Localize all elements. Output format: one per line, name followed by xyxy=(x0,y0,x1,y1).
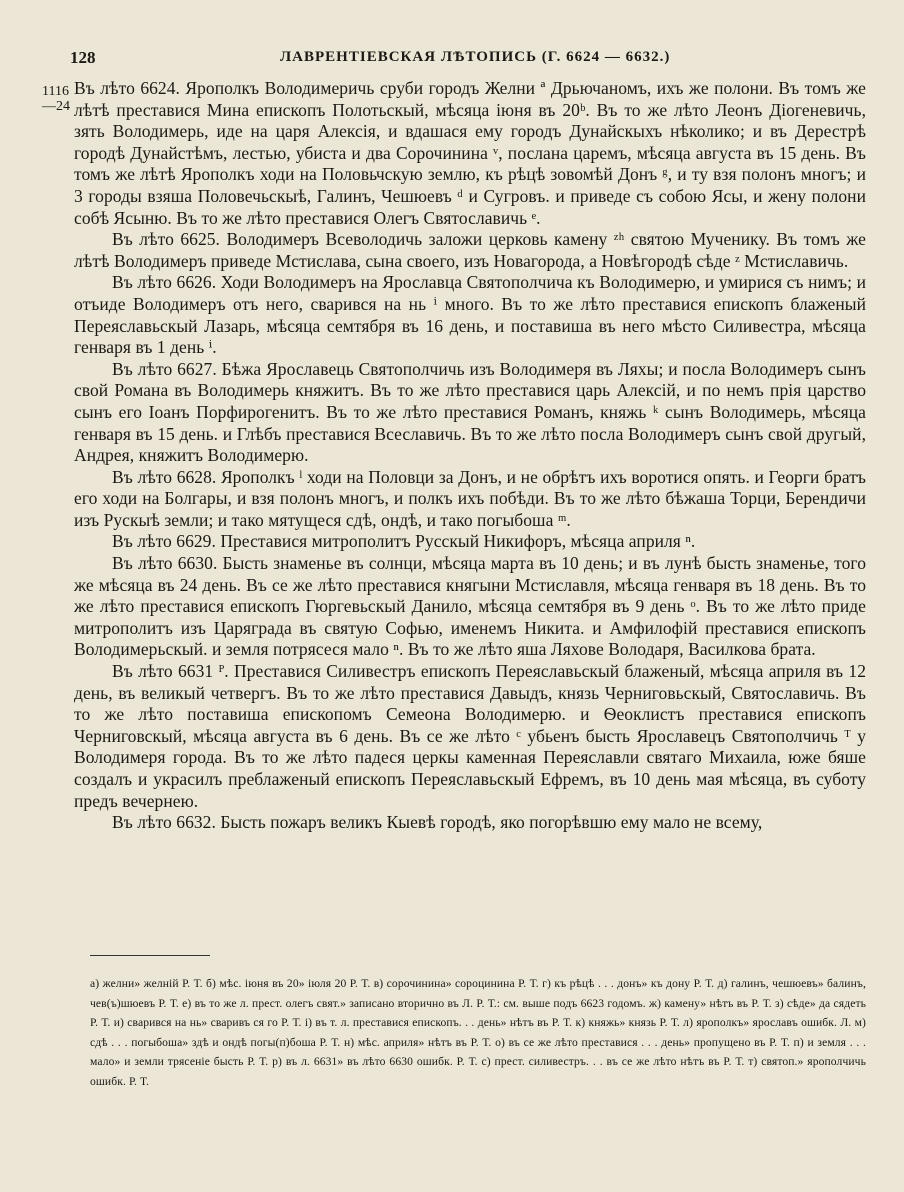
entry-6628: Въ лѣто 6628. Ярополкъ ˡ ходи на Половци за Донъ, и не обрѣтъ ихъ воротися опять. и Георги братъ его ходи на Болгары, и взя полонъ многъ, и полкъ ихъ побѣди. Въ то же лѣто бѣжаша Торци, Берендичи изъ Рускыѣ земли; и тако мятущеся сдѣ, ондѣ, и тако погыбоша ᵐ. xyxy=(74,466,866,530)
margin-year-start: 1116 xyxy=(42,84,69,99)
entry-6629: Въ лѣто 6629. Преставися митрополитъ Русскый Никифоръ, мѣсяца априля ⁿ. xyxy=(112,531,696,552)
footnote-text: а) желни» желній Р. Т. б) мѣс. іюня въ 20» іюля 20 Р. Т. в) сорочинина» сороцинина Р. Т. г) къ рѣцѣ . . . донъ» къ дону Р. Т. д) галинъ, чешюевъ» балинъ, чев(ъ)шюевъ Р. Т. е) въ то же л. прест. олегъ свят.» записано вторично въ Л. Р. Т.: см. выше подъ 6623 годомъ. ж) камену» нѣтъ въ Р. Т. з) сѣде» да сядеть Р. Т. и) сварився на нь» сваривъ ся го Р. Т. і) въ т. л. преставися епископъ. . . день» нѣтъ въ Р. Т. к) княжь» князь Р. Т. л) ярополкъ» ярославъ ошибк. Л. м) сдѣ . . . погыбоша» здѣ и ондѣ погы(п)боша Р. Т. н) мѣс. априля» нѣтъ въ Р. Т. о) въ се же лѣто преставися . . . день» пропущено въ Р. Т. п) и земля . . . мало» и земли трясеніе бысть Р. Т. р) въ л. 6631» въ лѣто 6630 ошибк. Р. Т. с) прест. силивестръ. . . въ се же лѣто нѣтъ въ Р. Т. т) святоп.» ярополчичь ошибк. Р. Т. xyxy=(90,977,866,1088)
page-number: 128 xyxy=(70,48,96,67)
margin-year-end: —24 xyxy=(42,99,70,114)
footnote-divider xyxy=(90,955,210,956)
entry-6624: Въ лѣто 6624. Ярополкъ Володимеричь сруби городъ Желни ª Дрьючаномъ, ихъ же полони. Въ томъ же лѣтѣ преставися Мина епископъ Полотьскый, мѣсяца іюня въ 20ᵇ. Въ то же лѣто Леонъ Діогеневичь, зять Володимерь, иде на царя Алексія, и вдашася ему городъ Дунайскыхъ нѣколико; и въ Дерестрѣ городѣ Дунайстѣмъ, лестью, убиста и два Сорочинина ᵛ, послана царемъ, мѣсяца августа въ 15 день. Въ томъ же лѣтѣ Ярополкъ ходи на Половьчскую землю, къ рѣцѣ зовомѣй Донъ ᵍ, и ту взя полонъ многъ; и 3 городы взяша Половечьскыѣ, Галинъ, Чешюевъ ᵈ и Сугровъ. и приведе съ собою Ясы, и жену полони собѣ Ясыню. Въ то же лѣто преставися Олегъ Святославичь ᵉ. xyxy=(74,78,866,228)
entry-6632: Въ лѣто 6632. Бысть пожаръ великъ Кыевѣ городѣ, яко погорѣвшю ему мало не всему, xyxy=(112,812,763,833)
entry-6627: Въ лѣто 6627. Бѣжа Ярославець Святополчичь изъ Володимеря въ Ляхы; и посла Володимеръ сынъ свой Романа въ Володимерь княжитъ. Въ то же лѣто преставися царь Алексій, и по немъ прія царство сынъ его Іоанъ Порфирогенитъ. Въ то же лѣто преставися Романъ, княжь ᵏ сынъ Володимерь, мѣсяца генваря въ 15 день. и Глѣбъ преставися Всеславичь. Въ то же лѣто посла Володимеръ сынъ свой другый, Андрея, княжитъ Володимерю. xyxy=(74,358,866,466)
page-header xyxy=(70,48,870,74)
entry-6626: Въ лѣто 6626. Ходи Володимеръ на Ярославца Святополчича къ Володимерю, и умирися съ нимъ; и отъиде Володимеръ отъ него, сварився на нь ⁱ много. Въ то же лѣто преставися епископъ блаженый Переяславьскый Лазарь, мѣсяца семтября въ 16 день, и поставиша въ него мѣсто Силивестра, мѣсяца генваря въ 1 день ⁱ. xyxy=(74,272,866,358)
entry-6630: Въ лѣто 6630. Бысть знаменье въ солнци, мѣсяца марта въ 10 день; и въ лунѣ бысть знаменье, того же мѣсяца въ 24 день. Въ се же лѣто преставися княгыни Мстиславля, мѣсяца генваря въ 18 день. Въ то же лѣто преставися епископъ Гюргевьскый Данило, мѣсяца семтября въ 9 день ᵒ. Въ то же лѣто приде митрополитъ изъ Царяграда въ святую Софью, именемъ Никита. и Амфилофій преставися епископъ Володимерьскый. и земля потрясеся мало ⁿ. Въ то же лѣто яша Ляхове Володаря, Василкова брата. xyxy=(74,553,866,660)
entry-6625: Въ лѣто 6625. Володимеръ Всеволодичь заложи церковь камену ᶻʰ святою Мученику. Въ томъ же лѣтѣ Володимеръ приведе Мстислава, сына своего, изъ Новагорода, а Новѣгородѣ сѣде ᶻ Мстиславичь. xyxy=(74,229,866,271)
chronicle-text xyxy=(74,78,866,834)
footnotes xyxy=(90,974,866,1091)
entry-6631: Въ лѣто 6631 ᴾ. Преставися Силивестръ епископъ Переяславьскый блаженый, мѣсяца априля въ 12 день, въ великый четвергъ. Въ то же лѣто преставися Давыдъ, князь Черниговьскый, Святославичь. Въ то же лѣто поставиша епископомъ Семеона Володимерю. и Ѳеоклистъ преставися епископъ Черниговскый, мѣсяца августа въ 6 день. Въ се же лѣто ᶜ убьенъ бысть Ярославецъ Святополчичь ᵀ у Володимеря города. Въ то же лѣто падеся церкы каменная Переяславли святаго Михаила, юже бяше создалъ и украсилъ преблаженый епископъ Переяславьскый Ефремъ, въ 10 день мая мѣсяца, въ суботу предъ вечернею. xyxy=(74,661,866,811)
running-title: ЛАВРЕНТІЕВСКАЯ ЛѢТОПИСЬ (Г. 6624 — 6632.) xyxy=(280,49,671,65)
